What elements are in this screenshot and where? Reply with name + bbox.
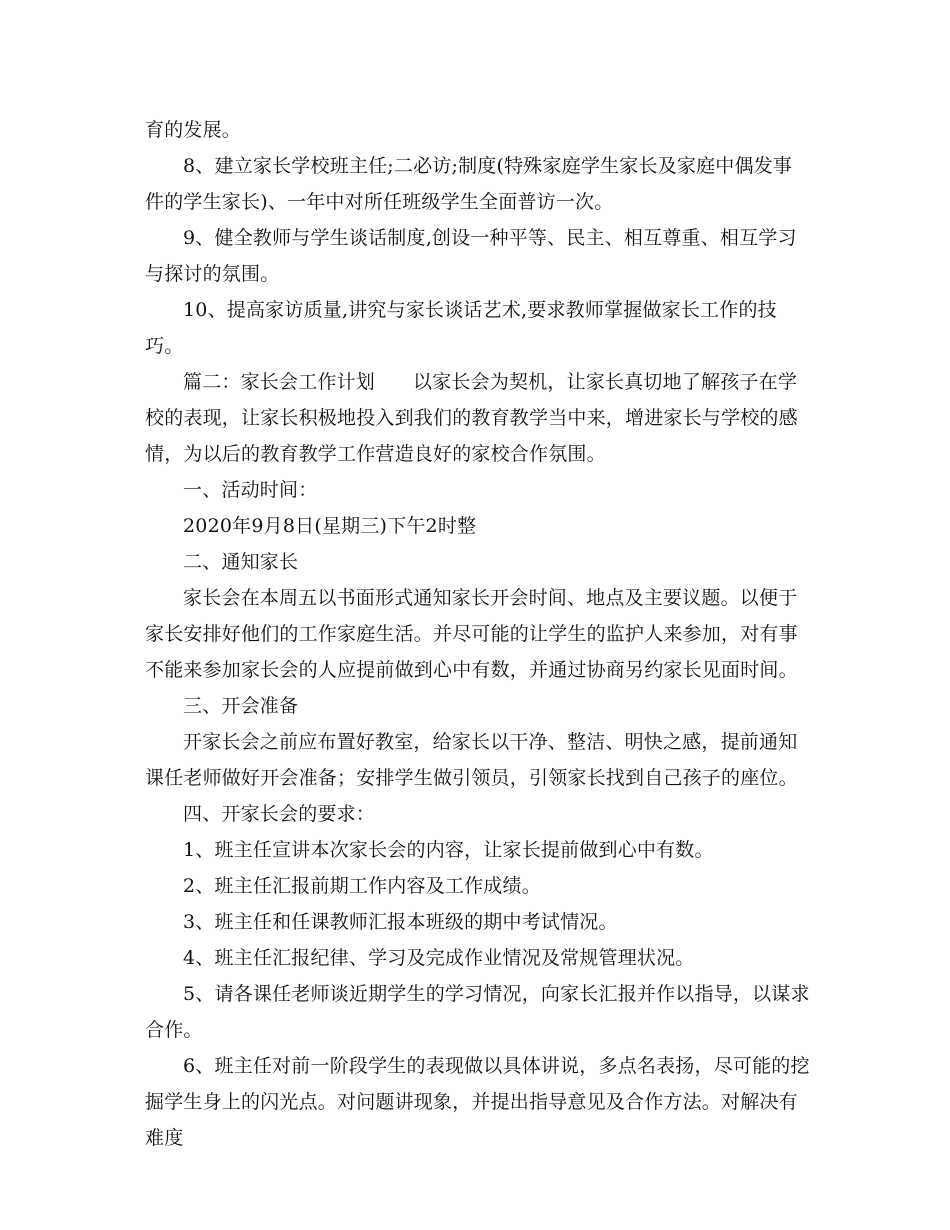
section-heading-part-two bbox=[145, 364, 810, 472]
requirement-6: 6、班主任对前一阶段学生的表现做以具体讲说，多点名表扬，尽可能的挖掘学生身上的闪光点。对问题讲现象，并提出指导意见及合作方法。对解决有难度 bbox=[145, 1055, 810, 1149]
heading-notify-parents: 二、通知家长 bbox=[183, 551, 299, 573]
requirement-5: 5、请各课任老师谈近期学生的学习情况，向家长汇报并作以指导，以谋求合作。 bbox=[145, 983, 810, 1041]
section-title: 篇二：家长会工作计划 bbox=[183, 371, 376, 393]
paragraph-0: 育的发展。 bbox=[145, 119, 242, 141]
paragraph-item-9: 9、健全教师与学生谈话制度,创设一种平等、民主、相互尊重、相互学习与探讨的氛围。 bbox=[145, 227, 797, 285]
paragraph-item-8: 8、建立家长学校班主任;二必访;制度(特殊家庭学生家长及家庭中偶发事件的学生家长)、一年中对所任班级学生全面普访一次。 bbox=[145, 155, 793, 213]
requirement-4: 4、班主任汇报纪律、学习及完成作业情况及常规管理状况。 bbox=[183, 947, 695, 969]
section-intro: 以家长会为契机，让家长真切地了解孩子在学校的表现，让家长积极地投入到我们的教育教学当中来，增进家长与学校的感情，为以后的教育教学工作营造良好的家校合作氛围。 bbox=[145, 371, 798, 465]
paragraph-meeting-prep: 开家长会之前应布置好教室，给家长以干净、整洁、明快之感，提前通知课任老师做好开会准备；安排学生做引领员，引领家长找到自己孩子的座位。 bbox=[145, 731, 798, 789]
document-body bbox=[145, 112, 810, 1156]
heading-meeting-requirements: 四、开家长会的要求： bbox=[183, 803, 376, 825]
requirement-3: 3、班主任和任课教师汇报本班级的期中考试情况。 bbox=[183, 911, 618, 933]
paragraph-notify-parents: 家长会在本周五以书面形式通知家长开会时间、地点及主要议题。以便于家长安排好他们的工作家庭生活。并尽可能的让学生的监护人来参加，对有事不能来参加家长会的人应提前做到心中有数，并通过协商另约家长见面时间。 bbox=[145, 587, 798, 681]
paragraph-item-10: 10、提高家访质量,讲究与家长谈话艺术,要求教师掌握做家长工作的技巧。 bbox=[145, 299, 777, 357]
activity-date: 2020年9月8日(星期三)下午2时整 bbox=[183, 515, 477, 537]
requirement-2: 2、班主任汇报前期工作内容及工作成绩。 bbox=[183, 875, 541, 897]
heading-activity-time: 一、活动时间： bbox=[183, 479, 318, 501]
heading-meeting-prep: 三、开会准备 bbox=[183, 695, 299, 717]
requirement-1: 1、班主任宣讲本次家长会的内容，让家长提前做到心中有数。 bbox=[183, 839, 714, 861]
